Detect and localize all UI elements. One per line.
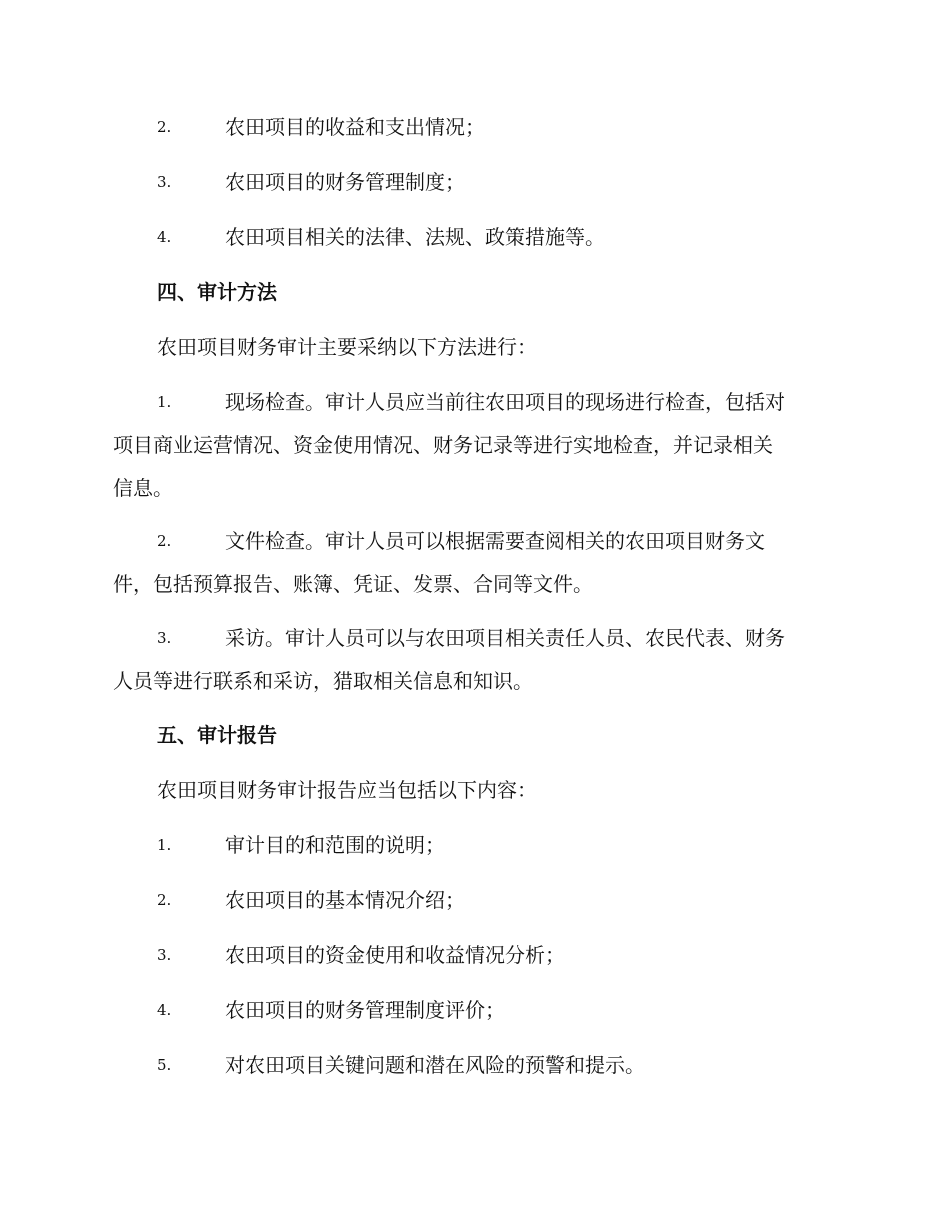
list-text: 文件检查。审计人员可以根据需要查阅相关的农田项目财务文 [225,529,765,553]
list-text: 现场检查。审计人员应当前往农田项目的现场进行检查，包括对 [225,390,785,414]
list-text: 人员等进行联系和采访，猎取相关信息和知识。 [113,669,533,693]
section-4-heading: 四、审计方法 [157,280,277,304]
list-text: 农田项目的基本情况介绍； [225,888,465,912]
list-number: 1. [157,836,172,854]
list-text: 审计目的和范围的说明； [225,833,445,857]
list-number: 3. [157,629,172,647]
section-5-intro: 农田项目财务审计报告应当包括以下内容： [157,778,537,802]
list-text: 农田项目相关的法律、法规、政策措施等。 [225,225,605,249]
list-number: 4. [157,1001,172,1019]
list-text: 信息。 [113,476,173,500]
list-text: 项目商业运营情况、资金使用情况、财务记录等进行实地检查，并记录相关 [113,433,773,457]
list-number: 2. [157,532,172,550]
section-5-heading: 五、审计报告 [157,723,277,747]
section-4-intro: 农田项目财务审计主要采纳以下方法进行： [157,335,537,359]
list-number: 4. [157,228,172,246]
list-text: 农田项目的财务管理制度； [225,170,465,194]
list-number: 3. [157,173,172,191]
list-number: 5. [157,1056,172,1074]
list-text: 农田项目的财务管理制度评价； [225,998,505,1022]
list-number: 2. [157,118,172,136]
list-text: 对农田项目关键问题和潜在风险的预警和提示。 [225,1053,645,1077]
list-text: 采访。审计人员可以与农田项目相关责任人员、农民代表、财务 [225,626,785,650]
list-text: 农田项目的资金使用和收益情况分析； [225,943,565,967]
list-text: 农田项目的收益和支出情况； [225,115,485,139]
list-text: 件，包括预算报告、账簿、凭证、发票、合同等文件。 [113,572,593,596]
list-number: 3. [157,946,172,964]
list-number: 2. [157,891,172,909]
list-number: 1. [157,393,172,411]
